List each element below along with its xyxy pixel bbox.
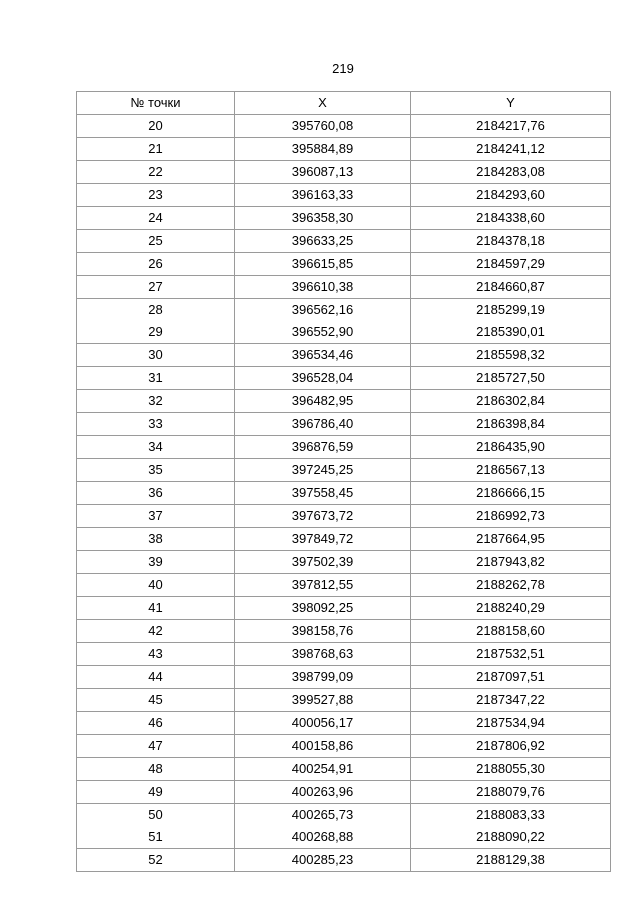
- table-body: [77, 115, 611, 872]
- table-row: [77, 781, 611, 804]
- cell-x: 396610,38: [235, 276, 411, 299]
- cell-x: 396528,04: [235, 367, 411, 390]
- cell-point-number: 52: [77, 849, 235, 872]
- cell-y: 2188158,60: [411, 620, 611, 643]
- cell-point-number: 21: [77, 138, 235, 161]
- cell-point-number: 31: [77, 367, 235, 390]
- table-row: [77, 528, 611, 551]
- coordinates-table: [76, 91, 611, 872]
- cell-y: 2185727,50: [411, 367, 611, 390]
- cell-point-number: 36: [77, 482, 235, 505]
- cell-y: 2185299,19: [411, 299, 611, 322]
- cell-y: 2187097,51: [411, 666, 611, 689]
- cell-x: 400254,91: [235, 758, 411, 781]
- cell-y: 2187347,22: [411, 689, 611, 712]
- cell-x: 396876,59: [235, 436, 411, 459]
- cell-point-number: 45: [77, 689, 235, 712]
- cell-point-number: 26: [77, 253, 235, 276]
- cell-point-number: 29: [77, 321, 235, 344]
- cell-x: 397849,72: [235, 528, 411, 551]
- cell-y: 2184241,12: [411, 138, 611, 161]
- cell-x: 396358,30: [235, 207, 411, 230]
- cell-point-number: 30: [77, 344, 235, 367]
- cell-point-number: 22: [77, 161, 235, 184]
- cell-x: 398768,63: [235, 643, 411, 666]
- cell-x: 400056,17: [235, 712, 411, 735]
- cell-x: 396633,25: [235, 230, 411, 253]
- cell-y: 2184217,76: [411, 115, 611, 138]
- table-row: [77, 574, 611, 597]
- table-row: [77, 826, 611, 849]
- cell-point-number: 32: [77, 390, 235, 413]
- cell-x: 396482,95: [235, 390, 411, 413]
- cell-point-number: 50: [77, 804, 235, 827]
- table-row: [77, 804, 611, 827]
- table-row: [77, 115, 611, 138]
- cell-x: 398092,25: [235, 597, 411, 620]
- cell-y: 2186435,90: [411, 436, 611, 459]
- table-row: [77, 367, 611, 390]
- table-row: [77, 230, 611, 253]
- table-row: [77, 758, 611, 781]
- table-row: [77, 849, 611, 872]
- column-header-x: X: [235, 92, 411, 115]
- cell-y: 2184660,87: [411, 276, 611, 299]
- cell-y: 2186398,84: [411, 413, 611, 436]
- table-row: [77, 482, 611, 505]
- cell-x: 398799,09: [235, 666, 411, 689]
- cell-point-number: 49: [77, 781, 235, 804]
- table-row: [77, 436, 611, 459]
- cell-point-number: 28: [77, 299, 235, 322]
- table-row: [77, 321, 611, 344]
- cell-point-number: 43: [77, 643, 235, 666]
- cell-y: 2186567,13: [411, 459, 611, 482]
- table-row: [77, 505, 611, 528]
- cell-point-number: 20: [77, 115, 235, 138]
- cell-point-number: 35: [77, 459, 235, 482]
- cell-x: 395884,89: [235, 138, 411, 161]
- cell-y: 2187806,92: [411, 735, 611, 758]
- cell-point-number: 42: [77, 620, 235, 643]
- table-row: [77, 344, 611, 367]
- cell-point-number: 46: [77, 712, 235, 735]
- cell-point-number: 41: [77, 597, 235, 620]
- cell-y: 2188240,29: [411, 597, 611, 620]
- table-row: [77, 666, 611, 689]
- cell-x: 399527,88: [235, 689, 411, 712]
- table-row: [77, 161, 611, 184]
- column-header-point-number: № точки: [77, 92, 235, 115]
- cell-y: 2187664,95: [411, 528, 611, 551]
- table-header: [77, 92, 611, 115]
- cell-point-number: 34: [77, 436, 235, 459]
- cell-point-number: 40: [77, 574, 235, 597]
- cell-x: 396786,40: [235, 413, 411, 436]
- cell-point-number: 48: [77, 758, 235, 781]
- table-row: [77, 643, 611, 666]
- table-row: [77, 459, 611, 482]
- cell-x: 397673,72: [235, 505, 411, 528]
- cell-y: 2184378,18: [411, 230, 611, 253]
- cell-x: 396534,46: [235, 344, 411, 367]
- cell-point-number: 44: [77, 666, 235, 689]
- cell-y: 2184283,08: [411, 161, 611, 184]
- column-header-y: Y: [411, 92, 611, 115]
- table-row: [77, 597, 611, 620]
- page-number: 219: [332, 61, 354, 76]
- table-row: [77, 735, 611, 758]
- cell-x: 396163,33: [235, 184, 411, 207]
- cell-y: 2184597,29: [411, 253, 611, 276]
- cell-point-number: 51: [77, 826, 235, 849]
- cell-x: 396562,16: [235, 299, 411, 322]
- header-row: [77, 92, 611, 115]
- cell-y: 2187532,51: [411, 643, 611, 666]
- cell-y: 2185390,01: [411, 321, 611, 344]
- cell-point-number: 38: [77, 528, 235, 551]
- cell-y: 2188262,78: [411, 574, 611, 597]
- cell-point-number: 25: [77, 230, 235, 253]
- table-row: [77, 551, 611, 574]
- cell-x: 400158,86: [235, 735, 411, 758]
- cell-point-number: 27: [77, 276, 235, 299]
- cell-point-number: 39: [77, 551, 235, 574]
- cell-x: 397245,25: [235, 459, 411, 482]
- cell-y: 2184293,60: [411, 184, 611, 207]
- cell-y: 2186992,73: [411, 505, 611, 528]
- cell-x: 400265,73: [235, 804, 411, 827]
- cell-x: 398158,76: [235, 620, 411, 643]
- table-row: [77, 712, 611, 735]
- cell-point-number: 24: [77, 207, 235, 230]
- table-row: [77, 184, 611, 207]
- cell-y: 2188055,30: [411, 758, 611, 781]
- cell-y: 2185598,32: [411, 344, 611, 367]
- cell-point-number: 47: [77, 735, 235, 758]
- cell-y: 2188083,33: [411, 804, 611, 827]
- table-row: [77, 620, 611, 643]
- cell-y: 2186302,84: [411, 390, 611, 413]
- cell-point-number: 23: [77, 184, 235, 207]
- cell-y: 2186666,15: [411, 482, 611, 505]
- cell-x: 396087,13: [235, 161, 411, 184]
- cell-x: 395760,08: [235, 115, 411, 138]
- table-row: [77, 413, 611, 436]
- cell-x: 397812,55: [235, 574, 411, 597]
- cell-x: 396552,90: [235, 321, 411, 344]
- cell-y: 2187943,82: [411, 551, 611, 574]
- cell-y: 2187534,94: [411, 712, 611, 735]
- cell-x: 397502,39: [235, 551, 411, 574]
- table-row: [77, 390, 611, 413]
- cell-y: 2188129,38: [411, 849, 611, 872]
- cell-x: 400263,96: [235, 781, 411, 804]
- cell-y: 2188079,76: [411, 781, 611, 804]
- cell-x: 400268,88: [235, 826, 411, 849]
- cell-y: 2184338,60: [411, 207, 611, 230]
- cell-x: 396615,85: [235, 253, 411, 276]
- cell-x: 397558,45: [235, 482, 411, 505]
- table-row: [77, 253, 611, 276]
- table-row: [77, 207, 611, 230]
- table-row: [77, 276, 611, 299]
- cell-x: 400285,23: [235, 849, 411, 872]
- cell-y: 2188090,22: [411, 826, 611, 849]
- table-row: [77, 689, 611, 712]
- cell-point-number: 37: [77, 505, 235, 528]
- cell-point-number: 33: [77, 413, 235, 436]
- table-row: [77, 299, 611, 322]
- table-row: [77, 138, 611, 161]
